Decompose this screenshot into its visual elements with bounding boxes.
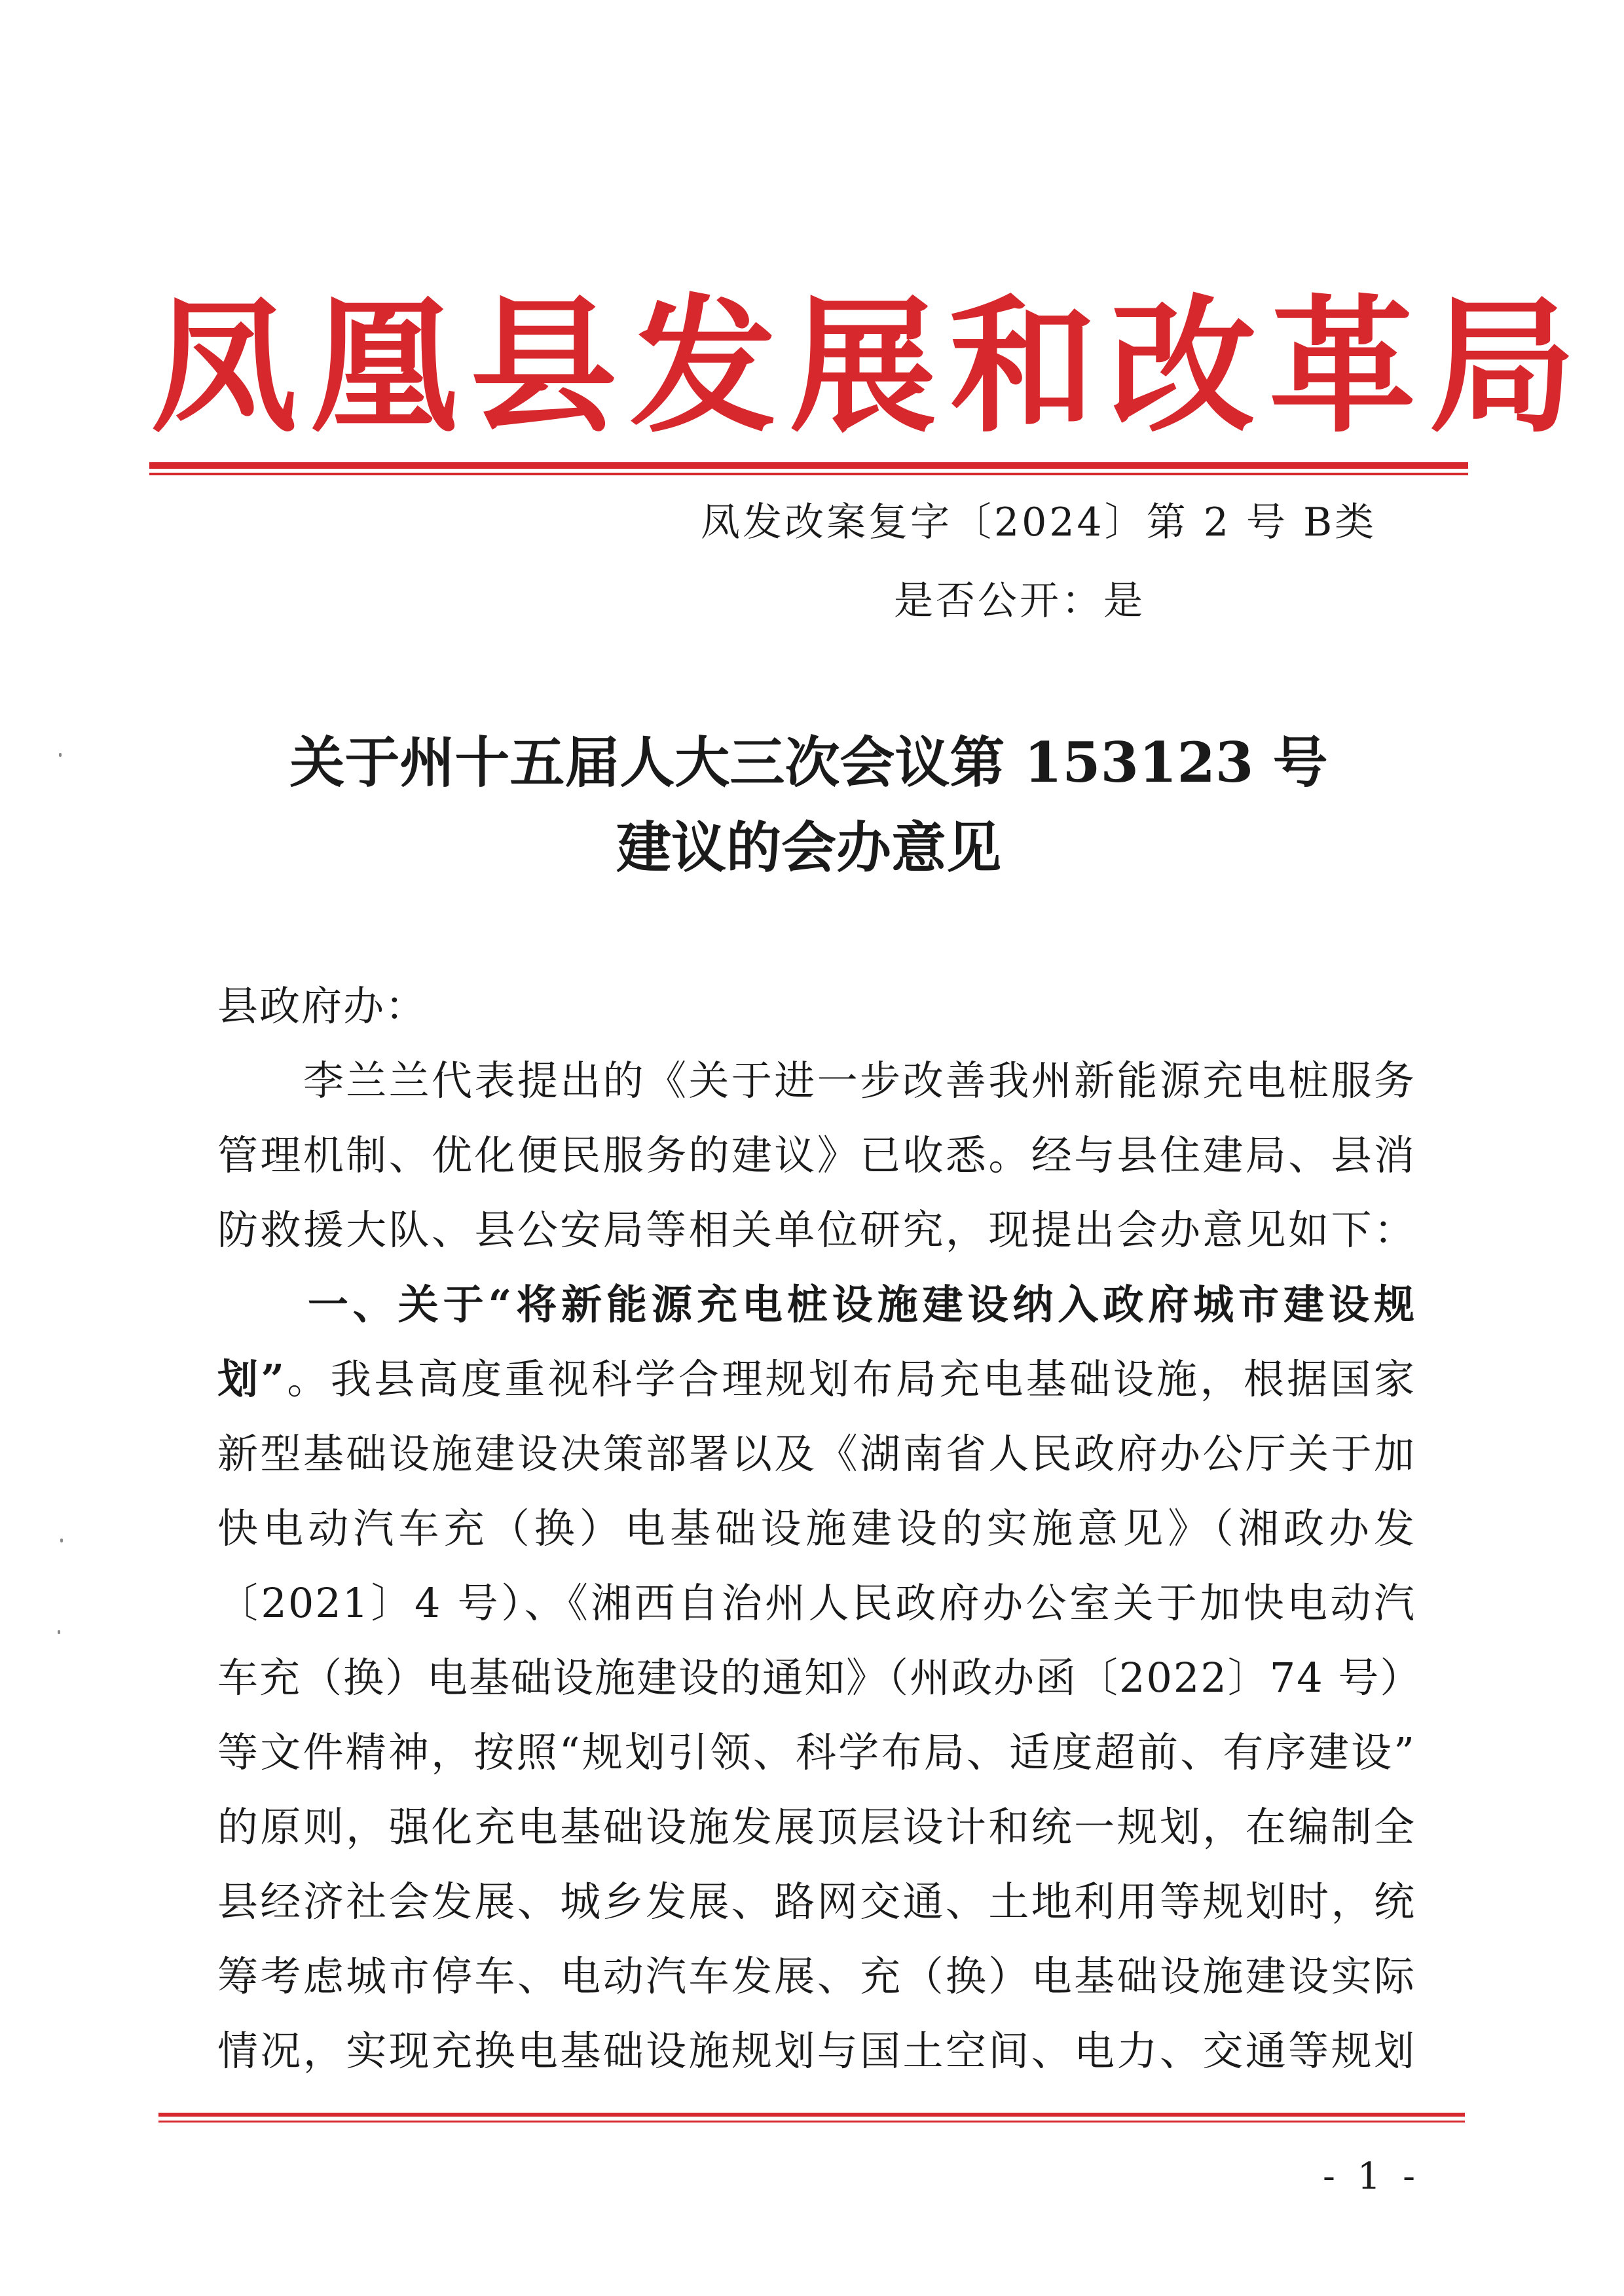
- footer-red-rule-thick: [158, 2113, 1465, 2117]
- document-number: 凤发改案复字〔2024〕第 2 号 B类: [701, 500, 1377, 545]
- body-line: 〔2021〕4 号）、《湘西自治州人民政府办公室关于加快电动汽: [217, 1579, 1416, 1627]
- section-1-text: 。我县高度重视科学合理规划布局充电基础设施，根据国家: [286, 1355, 1416, 1403]
- body-line: 快电动汽车充（换）电基础设施建设的实施意见》（湘政办发: [217, 1504, 1416, 1552]
- body-line: 情况，实现充换电基础设施规划与国土空间、电力、交通等规划: [217, 2027, 1416, 2075]
- body-line: 防救援大队、县公安局等相关单位研究，现提出会办意见如下：: [217, 1206, 1416, 1254]
- section-1-heading-end: 划”: [217, 1355, 286, 1403]
- scan-speck: [59, 753, 62, 757]
- document-title-line-2: 建议的会办意见: [616, 815, 1001, 880]
- page-number: - 1 -: [1323, 2155, 1421, 2198]
- body-line: 新型基础设施建设决策部署以及《湖南省人民政府办公厅关于加: [217, 1430, 1416, 1478]
- body-line: 的原则，强化充电基础设施发展顶层设计和统一规划，在编制全: [217, 1803, 1416, 1851]
- body-line: 李兰兰代表提出的《关于进一步改善我州新能源充电桩服务: [217, 1057, 1416, 1104]
- masthead-red-rule-thick: [149, 462, 1468, 469]
- body-line: [217, 1342, 1416, 1417]
- agency-masthead: 凤凰县发展和改革局: [151, 280, 1589, 452]
- document-body: [217, 969, 1422, 2088]
- masthead-red-rule-thin: [149, 473, 1468, 475]
- body-line: 县经济社会发展、城乡发展、路网交通、土地利用等规划时，统: [217, 1878, 1416, 1925]
- document-title-line-1: 关于州十五届人大三次会议第 153123 号: [289, 730, 1328, 795]
- body-line: 管理机制、优化便民服务的建议》已收悉。经与县住建局、县消: [217, 1131, 1416, 1179]
- body-line: 等文件精神，按照“规划引领、科学布局、适度超前、有序建设”: [217, 1728, 1416, 1776]
- footer-red-rule-thin: [158, 2121, 1465, 2123]
- publicity-status: 是否公开：是: [894, 578, 1145, 624]
- salutation: 县政府办：: [217, 982, 428, 1030]
- body-line: 车充（换）电基础设施建设的通知》（州政办函〔2022〕74 号）: [217, 1654, 1422, 1702]
- scan-speck: [58, 1630, 60, 1634]
- section-1-heading: 一、关于“将新能源充电桩设施建设纳入政府城市建设规: [217, 1281, 1416, 1328]
- scan-speck: [60, 1539, 63, 1542]
- body-line: 筹考虑城市停车、电动汽车发展、充（换）电基础设施建设实际: [217, 1952, 1416, 2000]
